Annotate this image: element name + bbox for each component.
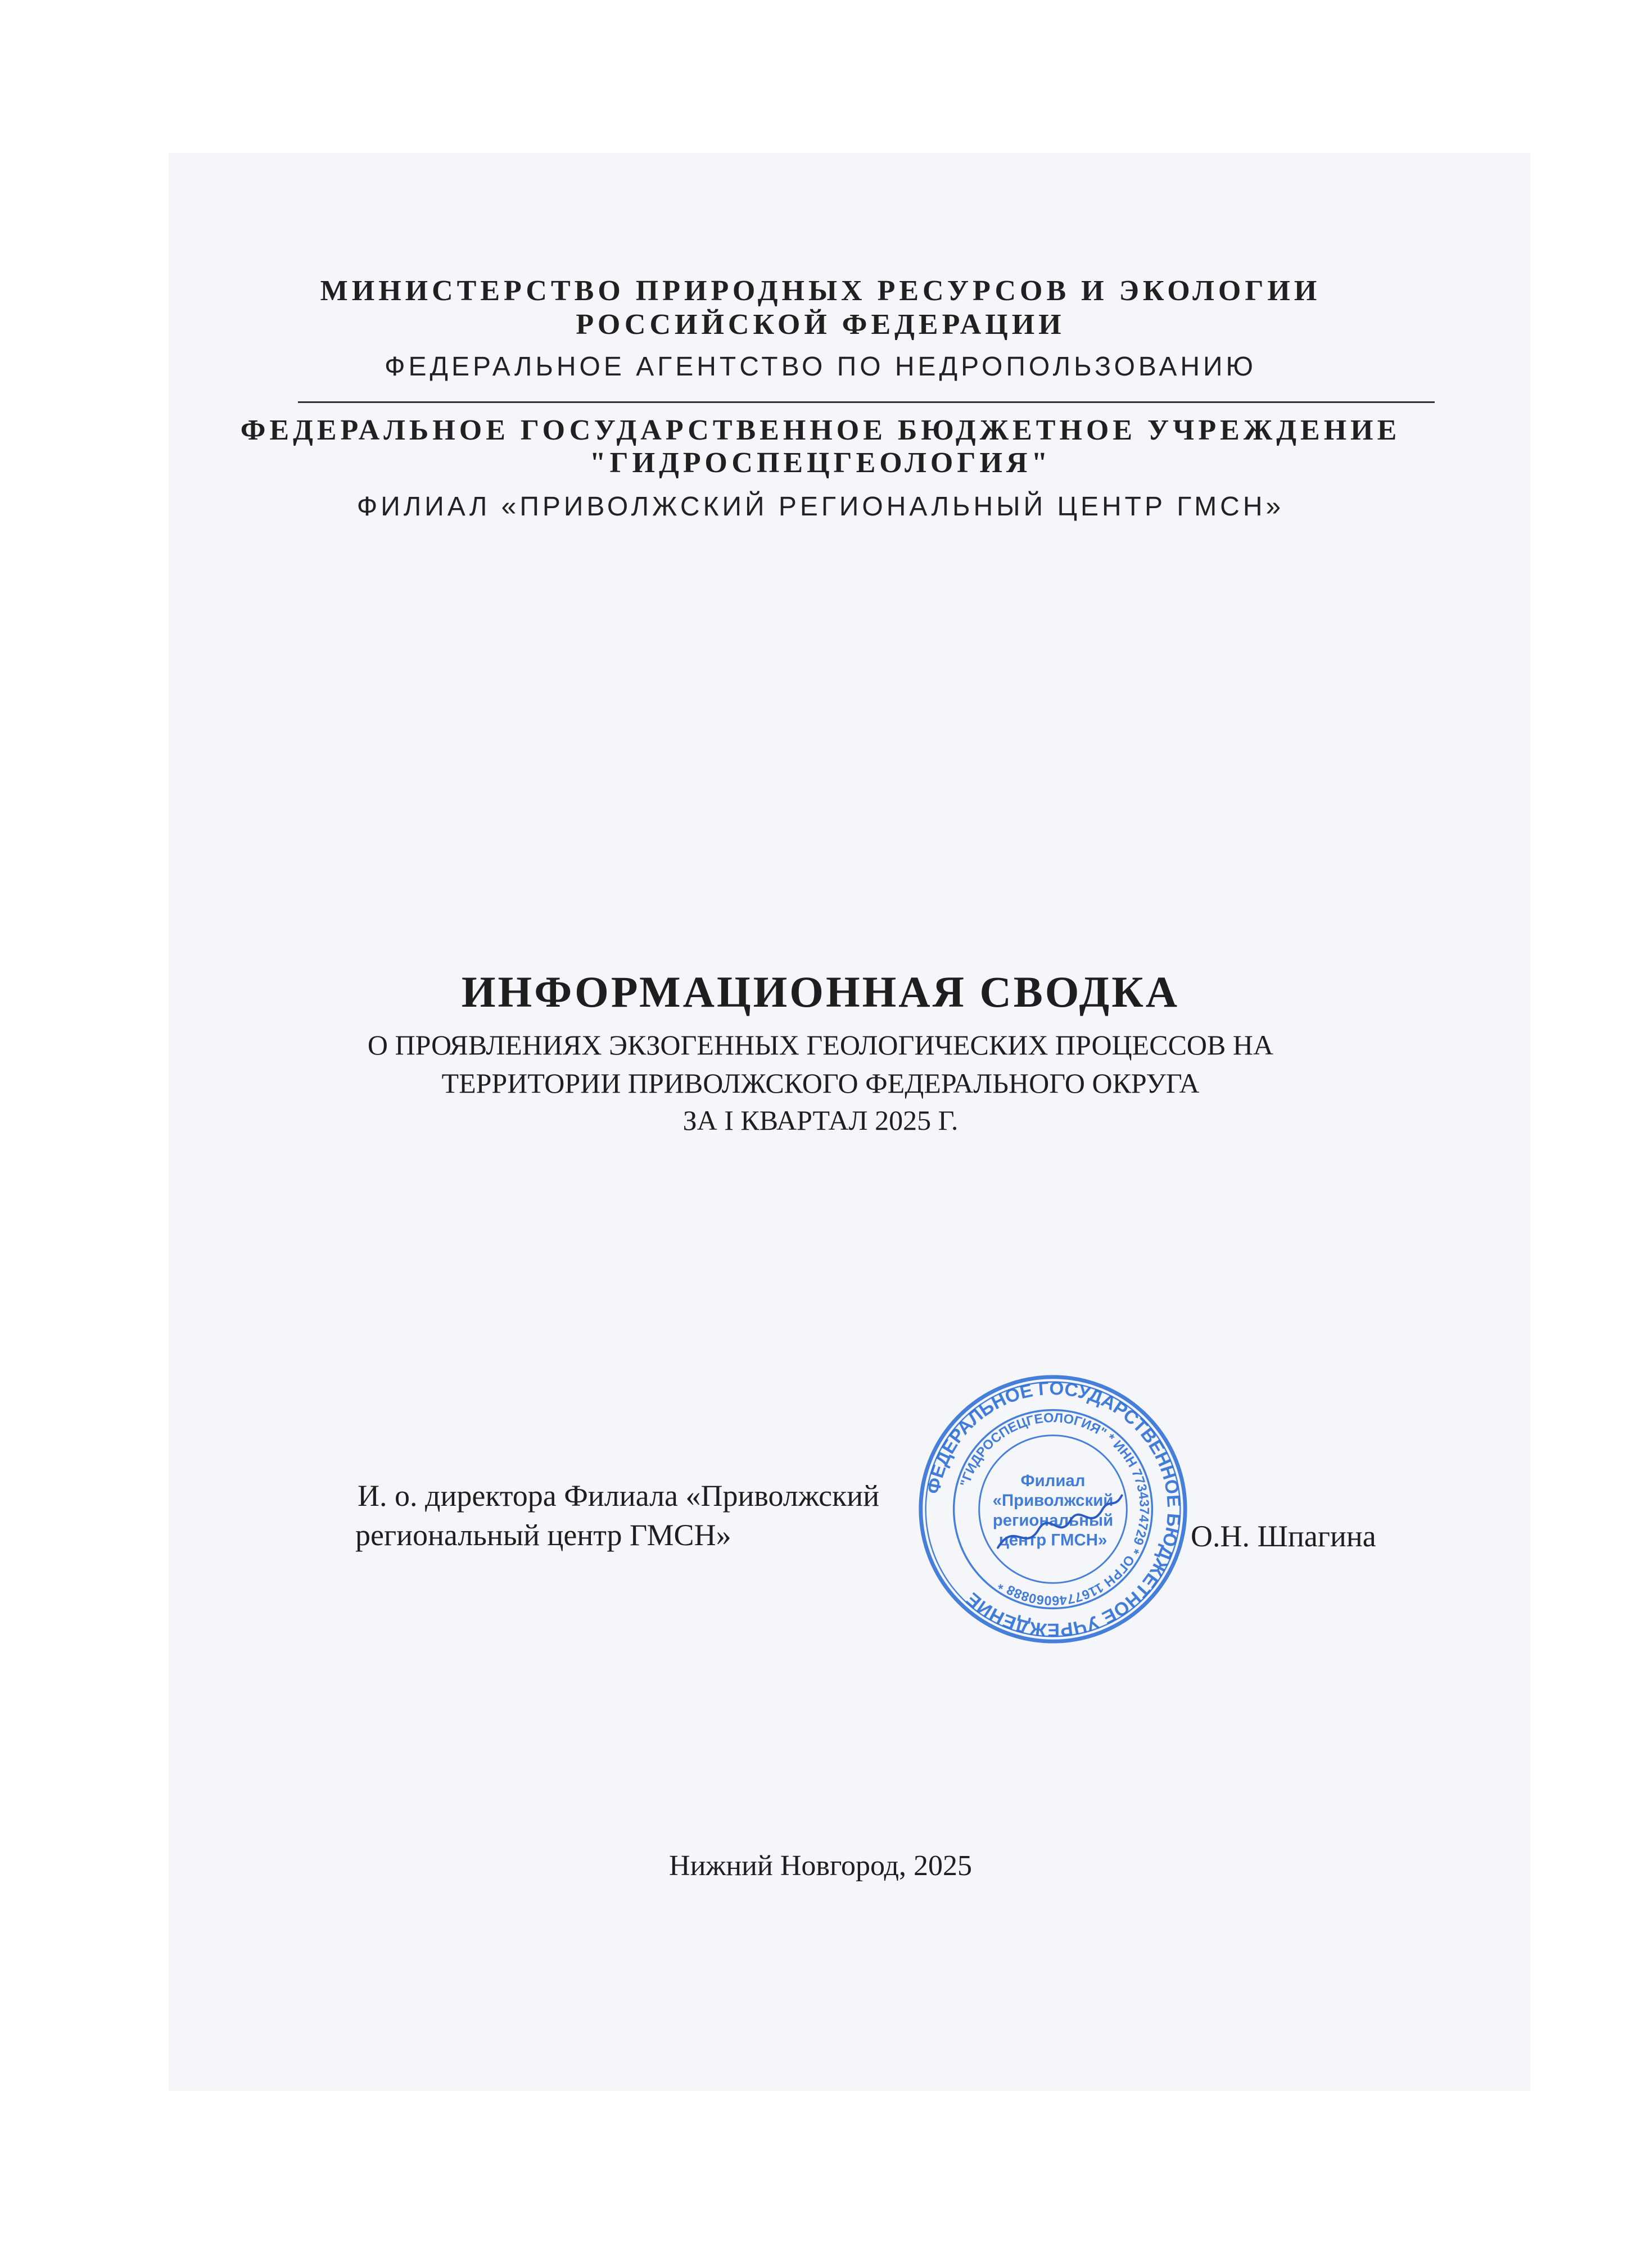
seal-center-line1: Филиал [1020, 1471, 1086, 1490]
signatory-position-line1: И. о. директора Филиала «Приволжский [358, 1479, 880, 1513]
document-subtitle-line2: ТЕРРИТОРИИ ПРИВОЛЖСКОГО ФЕДЕРАЛЬНОГО ОКРУГА [441, 1067, 1200, 1099]
agency-name: ФЕДЕРАЛЬНОЕ АГЕНТСТВО ПО НЕДРОПОЛЬЗОВАНИЮ [384, 352, 1257, 382]
document-subtitle-line3: ЗА I КВАРТАЛ 2025 Г. [682, 1104, 959, 1136]
document-place-year: Нижний Новгород, 2025 [669, 1850, 972, 1882]
document-subtitle-line1: О ПРОЯВЛЕНИЯХ ЭКЗОГЕННЫХ ГЕОЛОГИЧЕСКИХ ПРОЦЕССОВ НА [367, 1029, 1274, 1061]
signatory-name: О.Н. Шпагина [1191, 1519, 1376, 1553]
institution-name-line1: ФЕДЕРАЛЬНОЕ ГОСУДАРСТВЕННОЕ БЮДЖЕТНОЕ УЧРЕЖДЕНИЕ [240, 414, 1401, 446]
ministry-name-line2: РОССИЙСКОЙ ФЕДЕРАЦИИ [576, 309, 1065, 341]
official-seal-stamp [915, 1371, 1191, 1647]
ministry-name-line1: МИНИСТЕРСТВО ПРИРОДНЫХ РЕСУРСОВ И ЭКОЛОГИИ [320, 275, 1321, 307]
branch-name: ФИЛИАЛ «ПРИВОЛЖСКИЙ РЕГИОНАЛЬНЫЙ ЦЕНТР ГМСН» [356, 492, 1285, 522]
seal-center-line4: центр ГМСН» [998, 1531, 1107, 1550]
seal-outer-text: ФЕДЕРАЛЬНОЕ ГОСУДАРСТВЕННОЕ БЮДЖЕТНОЕ УЧРЕЖДЕНИЕ [923, 1378, 1185, 1640]
header-divider [298, 401, 1435, 403]
institution-name-line2: "ГИДРОСПЕЦГЕОЛОГИЯ" [589, 447, 1052, 479]
document-title: ИНФОРМАЦИОННАЯ СВОДКА [461, 967, 1180, 1016]
seal-center-line2: «Приволжский [992, 1491, 1114, 1510]
seal-center-line3: региональный [992, 1511, 1114, 1530]
seal-inner-ring-text: "ГИДРОСПЕЦГЕОЛОГИЯ" * ИНН 7734374729 * ОГРН 1167746060888 * [957, 1410, 1152, 1608]
signatory-position-line2: региональный центр ГМСН» [355, 1518, 731, 1552]
